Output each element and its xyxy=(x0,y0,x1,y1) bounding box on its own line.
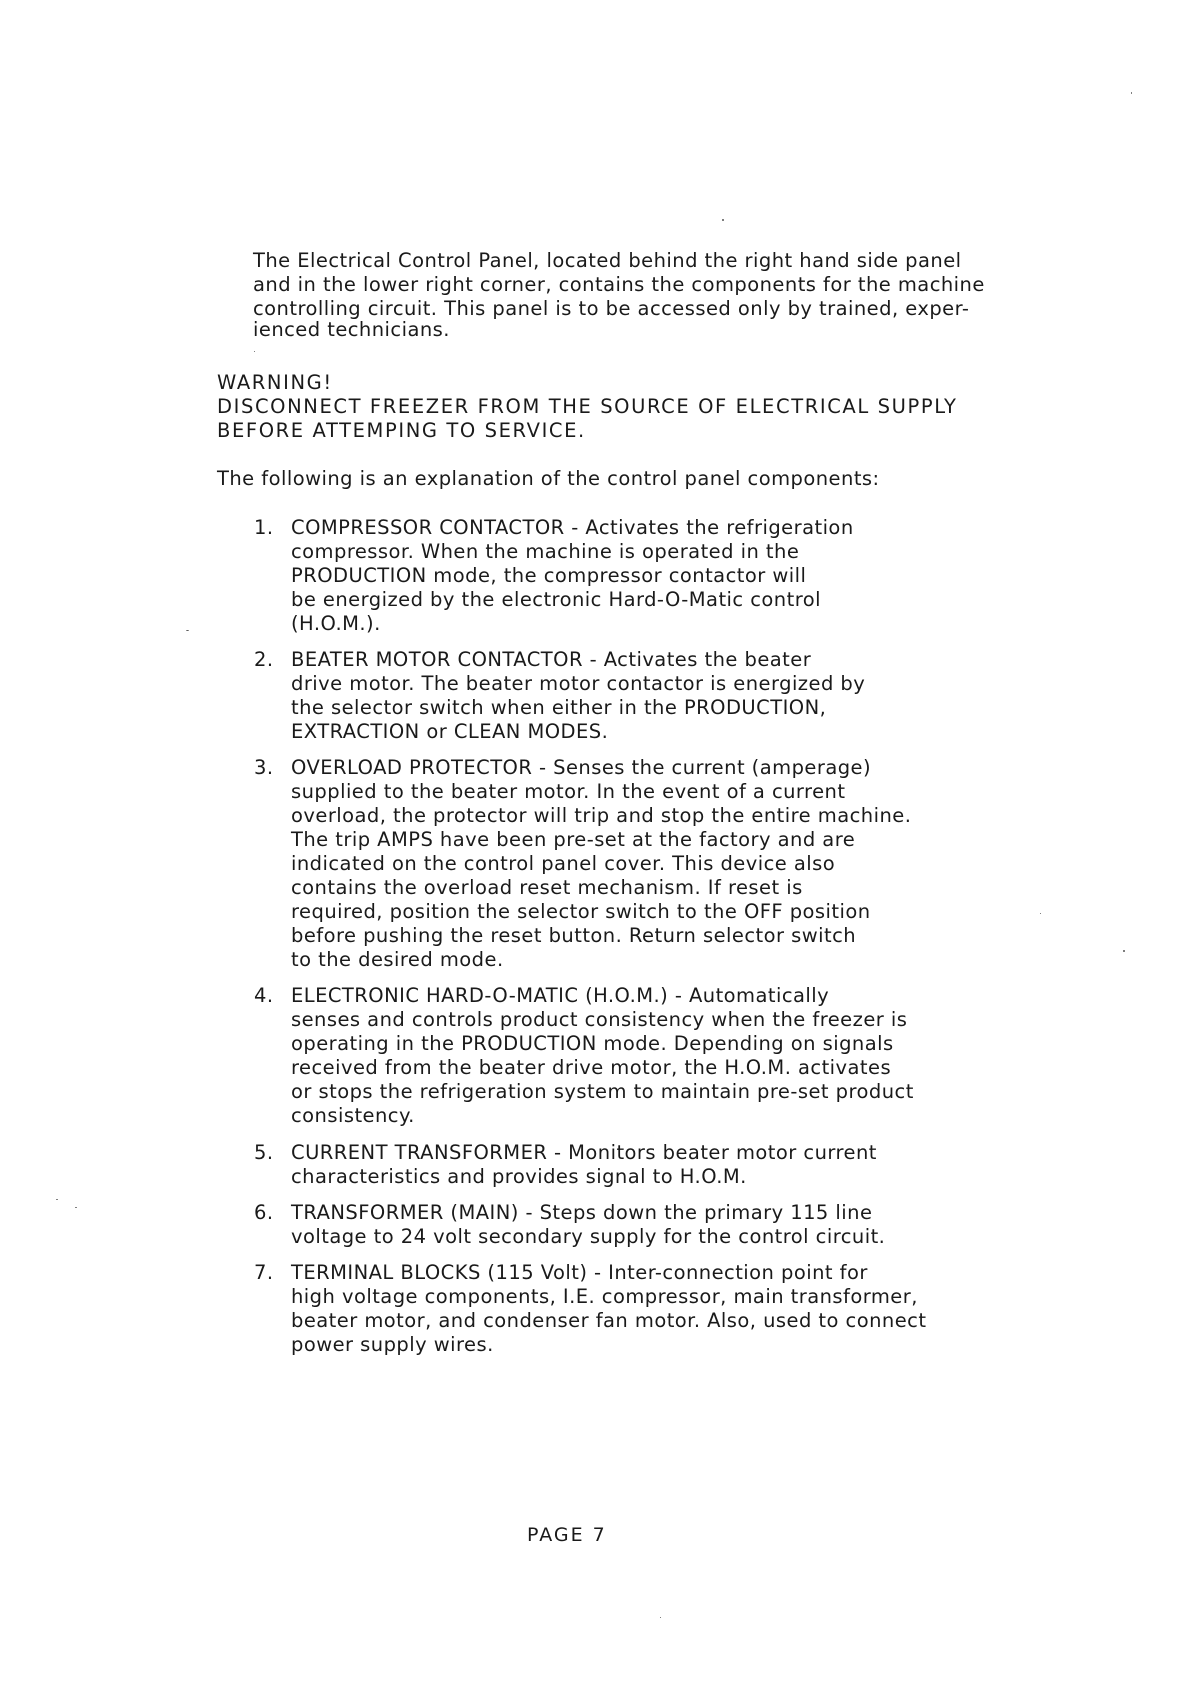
item-line: supplied to the beater motor. In the event of a current xyxy=(291,780,846,803)
item-number: 7. xyxy=(254,1261,274,1284)
intro-line: and in the lower right corner, contains the components for the machine xyxy=(253,273,985,296)
item-line: TRANSFORMER (MAIN) - Steps down the primary 115 line xyxy=(291,1201,873,1224)
item-line: to the desired mode. xyxy=(291,948,504,971)
item-number: 3. xyxy=(254,756,274,779)
item-line: or stops the refrigeration system to maintain pre-set product xyxy=(291,1080,914,1103)
item-line: senses and controls product consistency when the freezer is xyxy=(291,1008,908,1031)
item-line: compressor. When the machine is operated in the xyxy=(291,540,800,563)
item-line: be energized by the electronic Hard-O-Matic control xyxy=(291,588,821,611)
item-line: required, position the selector switch to the OFF position xyxy=(291,900,871,923)
item-line: BEATER MOTOR CONTACTOR - Activates the beater xyxy=(291,648,812,671)
page-number: PAGE 7 xyxy=(527,1524,607,1546)
warning-line: BEFORE ATTEMPING TO SERVICE. xyxy=(217,419,586,442)
scan-speck xyxy=(75,1207,77,1208)
item-line: received from the beater drive motor, the H.O.M. activates xyxy=(291,1056,892,1079)
intro-line: controlling circuit. This panel is to be accessed only by trained, exper- xyxy=(253,297,970,320)
scan-speck xyxy=(660,1617,661,1618)
item-line: ELECTRONIC HARD-O-MATIC (H.O.M.) - Automatically xyxy=(291,984,830,1007)
warning-heading: WARNING! xyxy=(217,371,333,394)
item-line: beater motor, and condenser fan motor. Also, used to connect xyxy=(291,1309,927,1332)
item-line: drive motor. The beater motor contactor is energized by xyxy=(291,672,866,695)
item-line: overload, the protector will trip and stop the entire machine. xyxy=(291,804,912,827)
item-number: 5. xyxy=(254,1141,274,1164)
intro-line: ienced technicians. xyxy=(253,318,450,341)
item-line: CURRENT TRANSFORMER - Monitors beater motor current xyxy=(291,1141,877,1164)
intro-line: The Electrical Control Panel, located behind the right hand side panel xyxy=(253,249,962,272)
item-line: operating in the PRODUCTION mode. Depending on signals xyxy=(291,1032,894,1055)
item-number: 6. xyxy=(254,1201,274,1224)
item-line: before pushing the reset button. Return selector switch xyxy=(291,924,857,947)
components-lead-sentence: The following is an explanation of the control panel components: xyxy=(217,467,880,490)
item-line: contains the overload reset mechanism. If reset is xyxy=(291,876,803,899)
scan-speck xyxy=(254,351,255,352)
scan-speck xyxy=(1123,950,1125,952)
item-line: characteristics and provides signal to H.O.M. xyxy=(291,1165,747,1188)
item-line: consistency. xyxy=(291,1104,415,1127)
scan-speck xyxy=(1131,92,1132,94)
item-line: voltage to 24 volt secondary supply for the control circuit. xyxy=(291,1225,886,1248)
item-line: (H.O.M.). xyxy=(291,612,381,635)
scan-speck xyxy=(186,630,189,631)
item-line: The trip AMPS have been pre-set at the factory and are xyxy=(291,828,856,851)
item-line: power supply wires. xyxy=(291,1333,494,1356)
scan-speck xyxy=(1040,913,1041,914)
item-line: PRODUCTION mode, the compressor contactor will xyxy=(291,564,807,587)
scan-speck xyxy=(56,1199,58,1200)
item-line: COMPRESSOR CONTACTOR - Activates the refrigeration xyxy=(291,516,854,539)
item-number: 2. xyxy=(254,648,274,671)
scan-speck xyxy=(722,219,724,221)
item-line: indicated on the control panel cover. This device also xyxy=(291,852,836,875)
item-line: the selector switch when either in the PRODUCTION, xyxy=(291,696,827,719)
item-line: OVERLOAD PROTECTOR - Senses the current (amperage) xyxy=(291,756,872,779)
warning-line: DISCONNECT FREEZER FROM THE SOURCE OF ELECTRICAL SUPPLY xyxy=(217,395,958,418)
item-line: EXTRACTION or CLEAN MODES. xyxy=(291,720,609,743)
item-number: 4. xyxy=(254,984,274,1007)
item-line: TERMINAL BLOCKS (115 Volt) - Inter-connection point for xyxy=(291,1261,868,1284)
item-number: 1. xyxy=(254,516,274,539)
item-line: high voltage components, I.E. compressor, main transformer, xyxy=(291,1285,918,1308)
